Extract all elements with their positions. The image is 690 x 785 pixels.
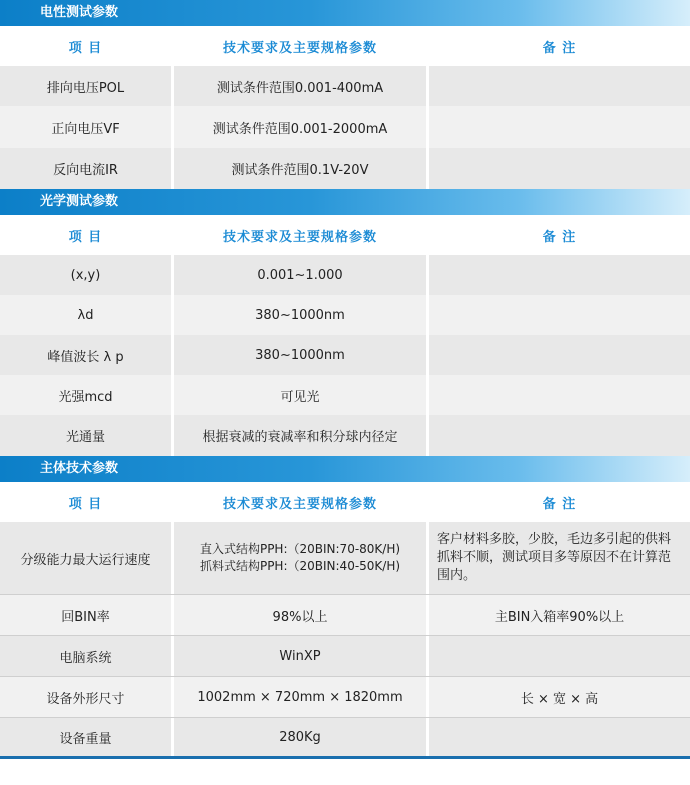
row-spec: 测试条件范围0.001-2000mA xyxy=(174,106,429,148)
table-row xyxy=(0,595,690,636)
row-item: 排向电压POL xyxy=(0,66,174,106)
table-row xyxy=(0,255,690,295)
section-title: 主体技术参数 xyxy=(0,456,690,482)
table-row xyxy=(0,415,690,456)
table-header xyxy=(0,482,690,522)
header-item: 项 目 xyxy=(0,482,174,522)
row-spec: 测试条件范围0.1V-20V xyxy=(174,148,429,189)
row-note xyxy=(429,106,690,148)
table-row xyxy=(0,148,690,189)
row-spec-line: 抓料式结构PPH:（20BIN:40-50K/H) xyxy=(199,559,401,573)
table-header xyxy=(0,215,690,255)
row-item: 光强mcd xyxy=(0,375,174,415)
row-spec: 根据衰减的衰减率和积分球内径定 xyxy=(174,415,429,456)
section-main xyxy=(0,456,690,759)
header-spec: 技术要求及主要规格参数 xyxy=(174,482,429,522)
table-header xyxy=(0,26,690,66)
row-spec: 1002mm × 720mm × 1820mm xyxy=(174,677,429,717)
row-spec: 380~1000nm xyxy=(174,295,429,335)
row-item: 光通量 xyxy=(0,415,174,456)
row-item: 设备外形尺寸 xyxy=(0,677,174,717)
section-optical xyxy=(0,189,690,456)
table-row xyxy=(0,295,690,335)
row-spec: 380~1000nm xyxy=(174,335,429,375)
row-item: 正向电压VF xyxy=(0,106,174,148)
row-spec: 98%以上 xyxy=(174,595,429,635)
row-item: 回BIN率 xyxy=(0,595,174,635)
row-spec xyxy=(174,522,429,594)
section-electrical xyxy=(0,0,690,189)
row-note xyxy=(429,295,690,335)
row-spec: WinXP xyxy=(174,636,429,676)
row-note xyxy=(429,148,690,189)
row-note: 客户材料多胶，少胶，毛边多引起的供料抓料不顺，测试项目多等原因不在计算范围内。 xyxy=(429,522,690,594)
row-note: 长 × 宽 × 高 xyxy=(429,677,690,717)
table-row xyxy=(0,375,690,415)
row-spec: 280Kg xyxy=(174,718,429,756)
header-note: 备 注 xyxy=(429,26,690,66)
row-item: 分级能力最大运行速度 xyxy=(0,522,174,594)
row-item: λd xyxy=(0,295,174,335)
table-row xyxy=(0,718,690,756)
header-spec: 技术要求及主要规格参数 xyxy=(174,26,429,66)
row-spec-line: 直入式结构PPH:（20BIN:70-80K/H) xyxy=(199,542,401,556)
row-note xyxy=(429,375,690,415)
row-item: 电脑系统 xyxy=(0,636,174,676)
table-row xyxy=(0,66,690,106)
row-item: (x,y) xyxy=(0,255,174,295)
row-note xyxy=(429,636,690,676)
table-row xyxy=(0,335,690,375)
row-note xyxy=(429,718,690,756)
row-note xyxy=(429,255,690,295)
row-item: 反向电流IR xyxy=(0,148,174,189)
header-note: 备 注 xyxy=(429,215,690,255)
section-title: 电性测试参数 xyxy=(0,0,690,26)
row-note xyxy=(429,335,690,375)
table-row xyxy=(0,636,690,677)
header-note: 备 注 xyxy=(429,482,690,522)
row-note: 主BIN入箱率90%以上 xyxy=(429,595,690,635)
row-item: 设备重量 xyxy=(0,718,174,756)
row-item: 峰值波长 λ p xyxy=(0,335,174,375)
header-item: 项 目 xyxy=(0,215,174,255)
row-spec: 0.001~1.000 xyxy=(174,255,429,295)
header-item: 项 目 xyxy=(0,26,174,66)
row-note xyxy=(429,415,690,456)
table-row xyxy=(0,677,690,718)
header-spec: 技术要求及主要规格参数 xyxy=(174,215,429,255)
table-row xyxy=(0,106,690,148)
section-title: 光学测试参数 xyxy=(0,189,690,215)
row-spec: 可见光 xyxy=(174,375,429,415)
row-spec: 测试条件范围0.001-400mA xyxy=(174,66,429,106)
bottom-divider xyxy=(0,756,690,759)
row-note xyxy=(429,66,690,106)
table-row xyxy=(0,522,690,595)
